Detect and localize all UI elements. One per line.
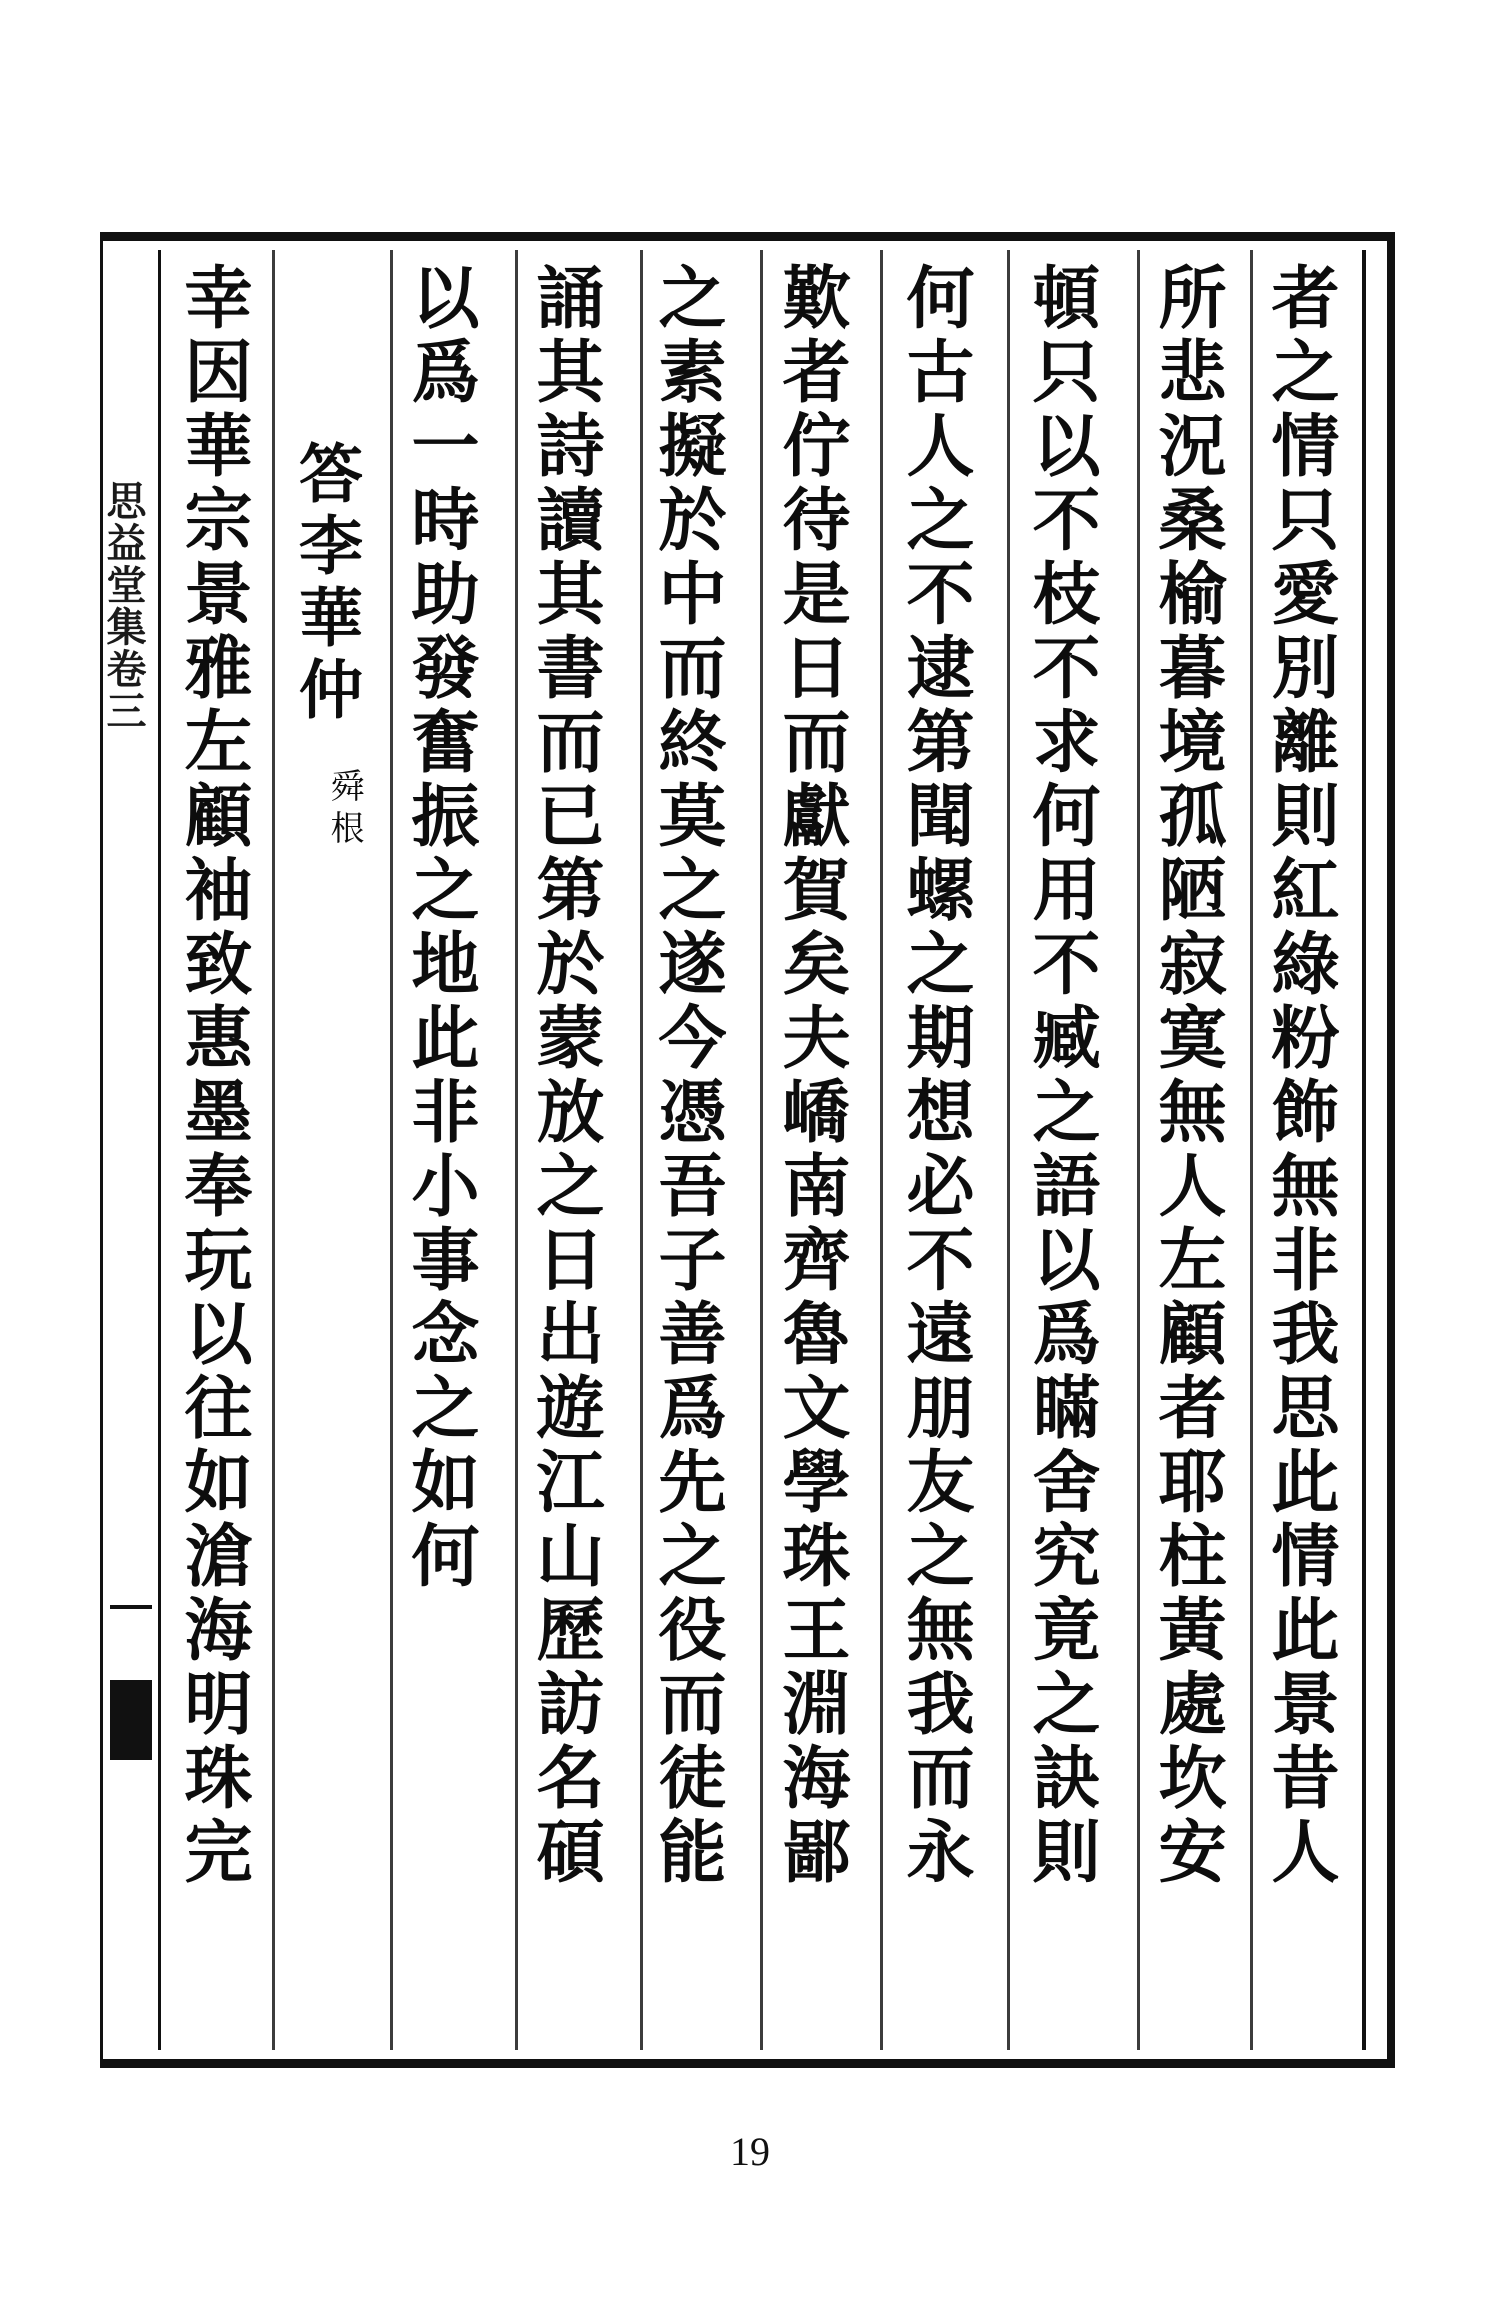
fishtail-block [110,1680,152,1760]
text-column: 誦其詩讀其書而已第於蒙放之日出遊江山歷訪名碩 [525,262,605,1890]
column-divider [880,250,883,2050]
column-divider [1007,250,1010,2050]
text-column: 以爲一時助發奮振之地此非小事念之如何 [400,262,480,1594]
column-divider [760,250,763,2050]
courtesy-name-note: 舜根 [324,768,364,852]
column-divider [272,250,275,2050]
column-divider [640,250,643,2050]
text-column: 之素擬於中而終莫之遂今憑吾子善爲先之役而徒能 [647,262,727,1890]
fishtail-rule [110,1605,152,1609]
text-column: 幸因華宗景雅左顧袖致惠墨奉玩以往如滄海明珠完 [173,262,253,1890]
margin-title: 思益堂集卷三 [100,480,147,732]
frame-inner-rule-left [158,250,161,2050]
text-column: 歎者佇待是日而獻賀矣夫嶠南齊魯文學珠王淵海鄙 [771,262,851,1890]
frame-inner-rule-right [1362,250,1366,2050]
column-divider [1137,250,1140,2050]
page-number: 19 [730,2129,770,2174]
text-column: 者之情只愛別離則紅綠粉飾無非我思此情此景昔人 [1260,262,1340,1890]
column-divider [390,250,393,2050]
text-column: 所悲況桑榆暮境孤陋寂寞無人左顧者耶柱黃處坎安 [1147,262,1227,1890]
text-column: 頓只以不枝不求何用不臧之語以爲瞞舍究竟之訣則 [1021,262,1101,1890]
column-divider [515,250,518,2050]
column-divider [1250,250,1253,2050]
text-column: 何古人之不逮第聞螺之期想必不遠朋友之無我而永 [895,262,975,1890]
letter-heading: 答李華仲 [288,440,363,728]
